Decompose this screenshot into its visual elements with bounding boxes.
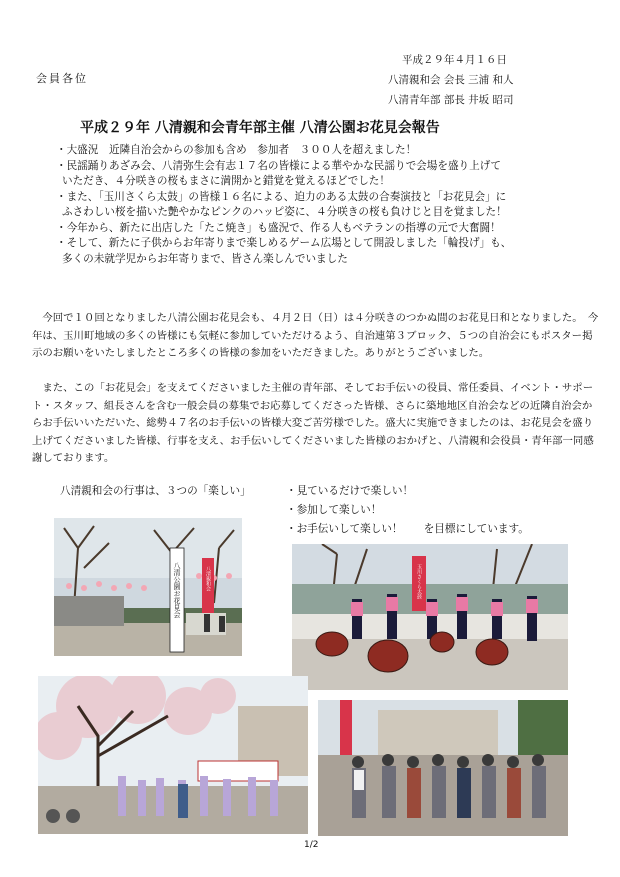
photo-crowd (318, 700, 568, 836)
photo-dancers-image (38, 676, 308, 834)
highlight-item (56, 221, 596, 237)
highlight-text: ・また、「玉川さくら太鼓」の皆様１６名による、迫力のある太鼓の合奏演技と「お花見会」に (56, 190, 507, 203)
photo-crowd-image (318, 700, 568, 836)
org-chairman: 八清親和会 会長 三浦 和人 (388, 74, 514, 86)
highlight-text: ・民謡踊りあざみ会、八清弥生会有志１７名の皆様による華やかな民謡りで会場を盛り上げて (56, 159, 501, 172)
highlight-continuation: ふさわしい桜を描いた艶やかなピンクのハッピ姿に、４分咲きの桜も負けじと目を覚ました！ (62, 206, 507, 218)
highlight-item (56, 190, 596, 221)
highlight-item (56, 159, 596, 190)
paragraph-thanks: また、この「お花見会」を支えてくださいました主催の青年部、そしてお手伝いの役員、常任委員、イベント・サポート・スタッフ、組長さんを含む一般会員の募集でお応募してくださった皆様、さらに築地地区自治会などの近隣自治会からお手伝いいただいた、総勢４７名のお手伝いの皆様大変ご苦労様でした。盛大に実施できましたのは、お花見会を盛り上げてくださいました皆様、行事を支え、お手伝いしてくださいました皆様のおかげと、八清親和会役員・青年部一同感謝しております。 (32, 382, 594, 464)
photo-taiko-image (292, 544, 568, 690)
photo-park-entrance (54, 518, 242, 656)
photo-taiko-performance (292, 544, 568, 690)
highlight-item (56, 236, 596, 267)
highlight-text: ・今年から、新たに出店した「たこ焼き」も盛況で、作る人もベテランの指導の元で大奮闘！ (56, 221, 501, 234)
motto-item: ・見ているだけで楽しい！ (286, 485, 414, 497)
paragraph-summary: 今回で１０回となりました八清公園お花見会も、４月２日（日）は４分咲きのつかぬ間のお花見日和となりました。 今年は、玉川町地域の多くの皆様にも気軽に参加していただけるよう、自治連第３ブロック、５つの自治会にもポスター掲示のお願いをいたしましたところ多くの皆様の参加をいただきました。ありがとうございました。 (32, 312, 599, 359)
org-youth-leader: 八清青年部 部長 井坂 昭司 (388, 94, 514, 106)
report-title: 平成２９年 八清親和会青年部主催 八清公園お花見会報告 (80, 120, 440, 136)
highlight-text: ・大盛況 近隣自治会からの参加も含め 参加者 ３００人を超えました！ (56, 144, 417, 156)
flag-association-text: 八清親和会 (205, 566, 211, 591)
highlight-text: ・そして、新たに子供からお年寄りまで楽しめるゲーム広場として開設しました「輪投げ」も、 (56, 237, 512, 249)
motto-item: ・参加して楽しい！ (286, 504, 382, 516)
banner-park-text: 八清公園お花見会 (173, 562, 181, 618)
highlight-item (56, 143, 596, 159)
highlight-list (56, 143, 596, 267)
report-date: 平成２９年４月１６日 (402, 54, 507, 66)
page-number: 1/2 (304, 840, 319, 850)
photo-park-entrance-image (54, 518, 242, 656)
recipient: 会員各位 (36, 72, 88, 85)
highlight-continuation: 多くの未就学児からお年寄りまで、皆さん楽しんでいました (62, 252, 348, 265)
photo-dancers (38, 676, 308, 834)
flag-taiko-text: 玉川さくら太鼓 (416, 564, 422, 599)
motto-lead: 八清親和会の行事は、３つの「楽しい」 (60, 485, 251, 497)
highlight-continuation: いただき、４分咲きの桜もまさに満開かと錯覚を覚えるほどでした！ (62, 175, 390, 187)
motto-item: ・お手伝いして楽しい！ を目標にしています。 (286, 523, 529, 535)
